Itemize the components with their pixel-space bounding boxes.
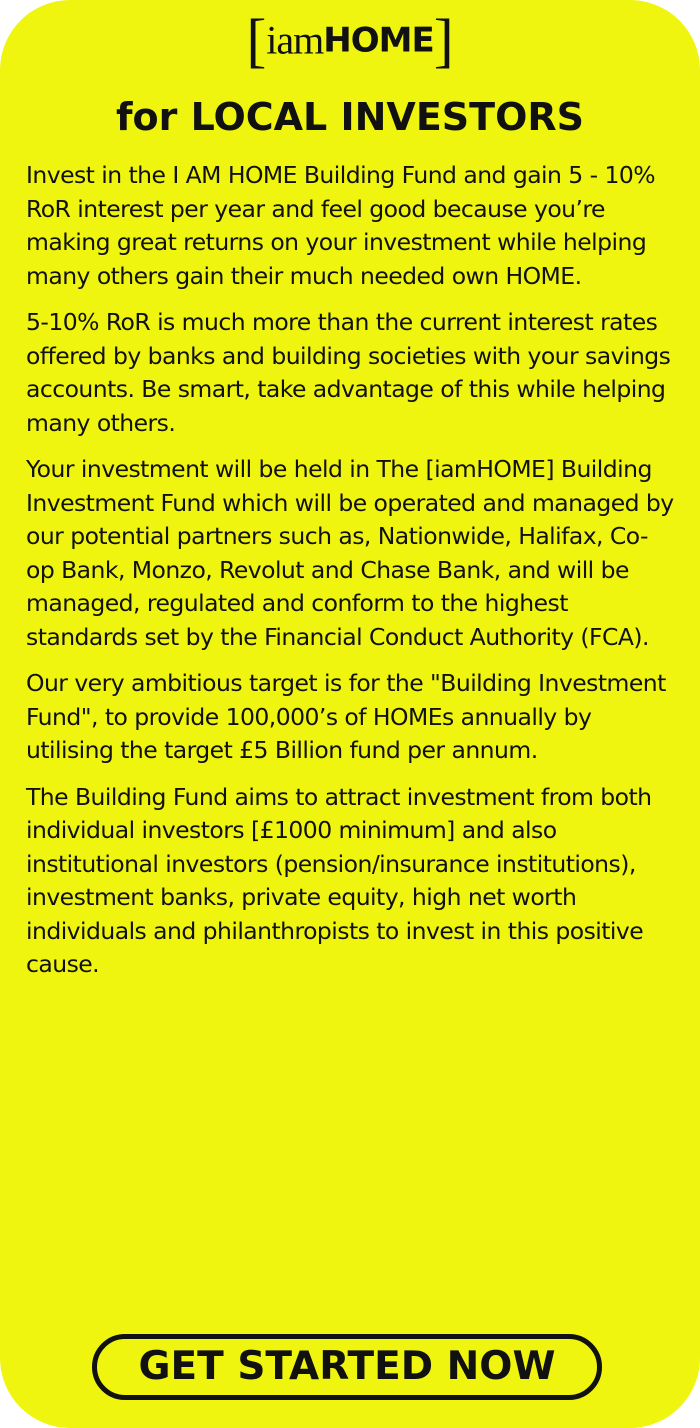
logo-home-text: HOME xyxy=(323,20,434,61)
logo-iam-text: iam xyxy=(266,17,324,63)
logo-close-bracket: ] xyxy=(433,7,454,74)
iamhome-logo xyxy=(0,7,700,74)
get-started-button[interactable]: GET STARTED NOW xyxy=(92,1334,602,1400)
body-text xyxy=(26,159,674,995)
logo-open-bracket: [ xyxy=(246,7,267,74)
paragraph-returns: Invest in the I AM HOME Building Fund and gain 5 - 10% RoR interest per year and feel good because you’re making great returns on your investment while helping many others gain their much needed own HOME. xyxy=(26,161,656,290)
page-title xyxy=(0,92,700,142)
paragraph-comparison: 5-10% RoR is much more than the current interest rates offered by banks and building societies with your savings accounts. Be smart, take advantage of this while helping many others. xyxy=(26,308,671,437)
paragraph-investors: The Building Fund aims to attract investment from both individual investors [£1000 minimum] and also institutional investors (pension/insurance institutions), investment banks, private equity, high net worth individuals and philanthropists to invest in this positive cause. xyxy=(26,782,652,978)
headline-emphasis: LOCAL INVESTORS xyxy=(190,95,585,139)
paragraph-fund-management: Your investment will be held in The [iamHOME] Building Investment Fund which will be operated and managed by our potential partners such as, Nationwide, Halifax, Co-op Bank, Monzo, Revolut and Chase Bank, and will be managed, regulated and conform to the highest standards set by the Financial Conduct Authority (FCA). xyxy=(26,455,674,651)
paragraph-target: Our very ambitious target is for the "Building Investment Fund", to provide 100,000’s of HOMEs annually by utilising the target £5 Billion fund per annum. xyxy=(26,669,666,764)
headline-prefix: for xyxy=(115,95,191,139)
